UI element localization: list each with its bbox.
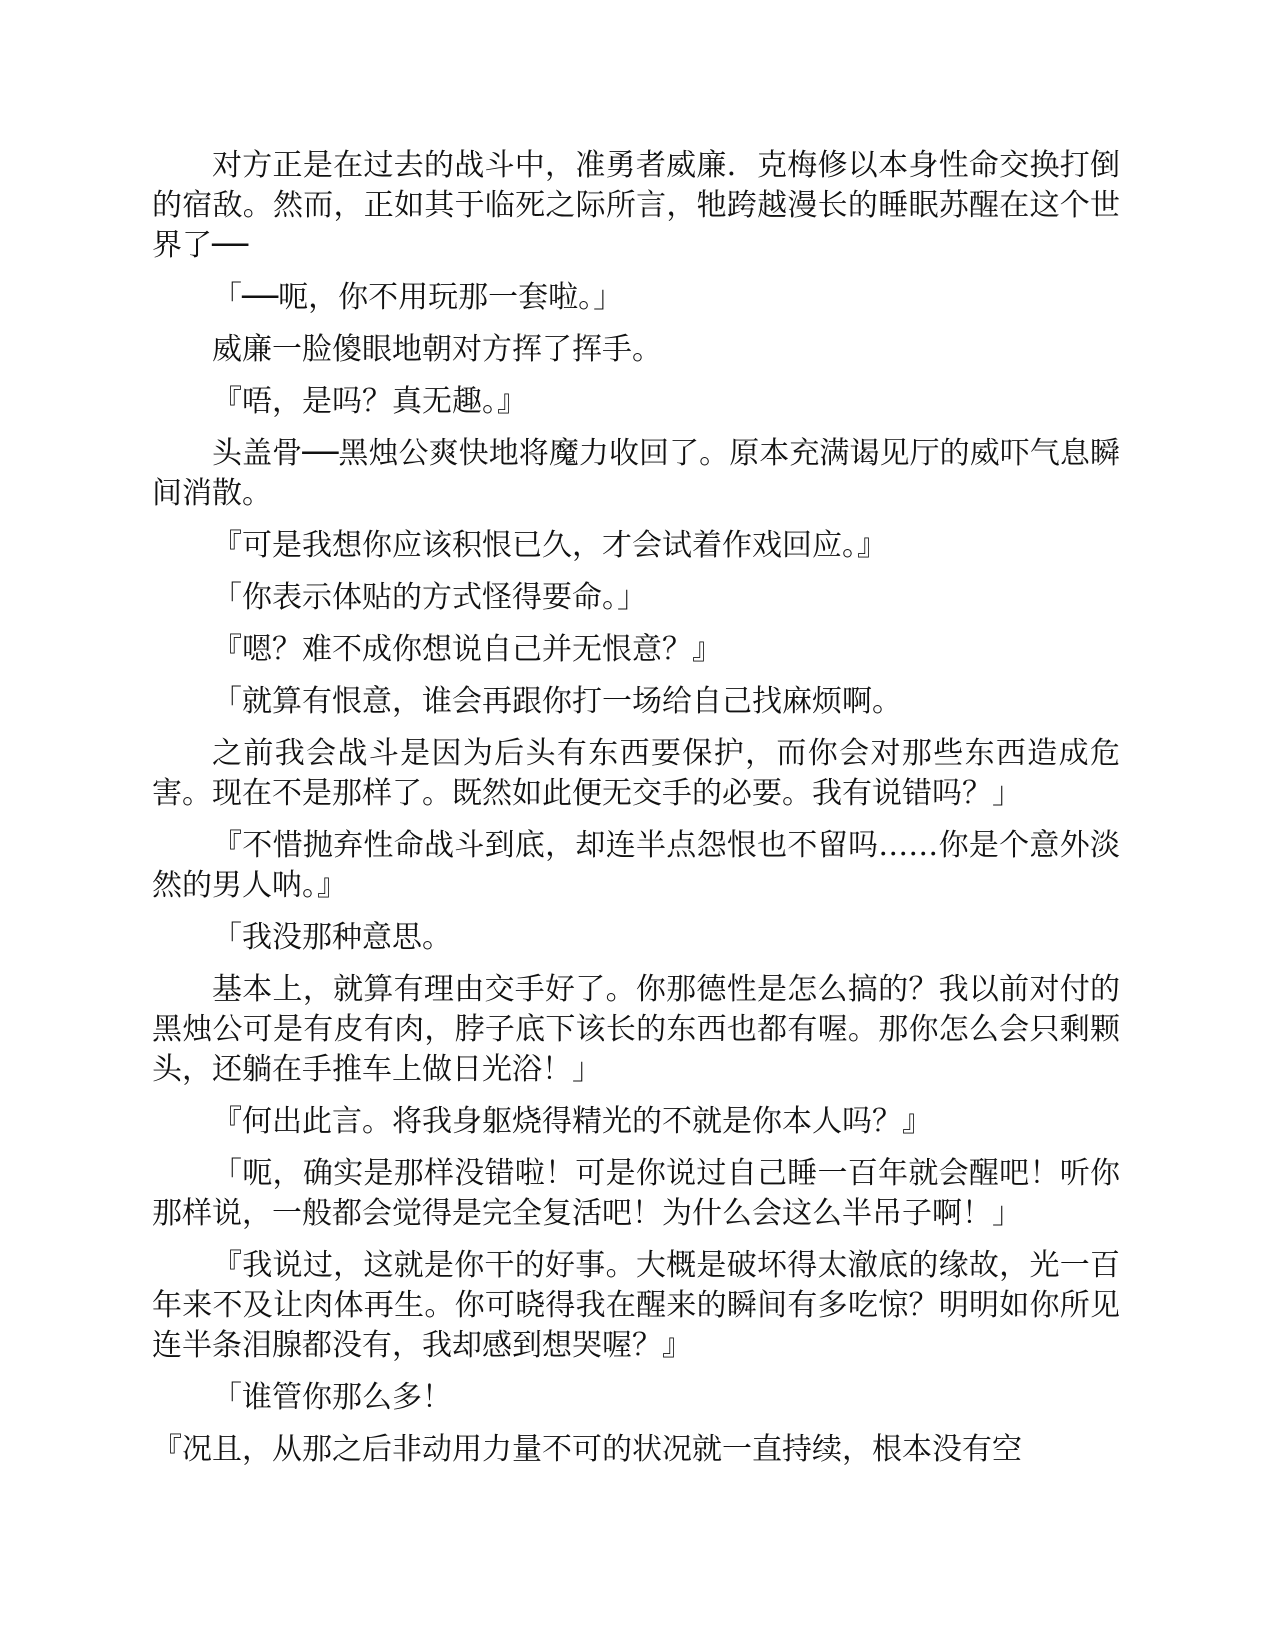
- paragraph-narration-3: 头盖骨──黑烛公爽快地将魔力收回了。原本充满谒见厅的威吓气息瞬间消散。: [152, 436, 1120, 511]
- paragraph-narration-1: 对方正是在过去的战斗中，准勇者威廉．克梅修以本身性命交换打倒的宿敌。然而，正如其于临死之际所言，牠跨越漫长的睡眠苏醒在这个世界了──: [152, 148, 1120, 263]
- paragraph-narration-2: 威廉一脸傻眼地朝对方挥了挥手。: [212, 332, 662, 367]
- paragraph-dialogue-8: 『不惜抛弃性命战斗到底，却连半点怨恨也不留吗……你是个意外淡然的男人呐。』: [152, 828, 1120, 903]
- paragraph-dialogue-14: 「谁管你那么多！: [212, 1380, 452, 1415]
- paragraph-dialogue-13: 『我说过，这就是你干的好事。大概是破坏得太澈底的缘故，光一百年来不及让肉体再生。你可晓得我在醒来的瞬间有多吃惊？明明如你所见连半条泪腺都没有，我却感到想哭喔？』: [152, 1248, 1120, 1363]
- paragraph-dialogue-3: 『可是我想你应该积恨已久，才会试着作戏回应。』: [212, 528, 887, 563]
- paragraph-dialogue-11: 『何出此言。将我身躯烧得精光的不就是你本人吗？』: [212, 1104, 932, 1139]
- paragraph-dialogue-1: 「──呃，你不用玩那一套啦。」: [212, 280, 624, 315]
- paragraph-dialogue-9: 「我没那种意思。: [212, 920, 452, 955]
- paragraph-dialogue-4: 「你表示体贴的方式怪得要命。」: [212, 580, 647, 615]
- paragraph-dialogue-10: 基本上，就算有理由交手好了。你那德性是怎么搞的？我以前对付的黑烛公可是有皮有肉，脖子底下该长的东西也都有喔。那你怎么会只剩颗头，还躺在手推车上做日光浴！」: [152, 972, 1120, 1087]
- paragraph-dialogue-6: 「就算有恨意，谁会再跟你打一场给自己找麻烦啊。: [212, 684, 902, 719]
- paragraph-dialogue-7: 之前我会战斗是因为后头有东西要保护，而你会对那些东西造成危害。现在不是那样了。既然如此便无交手的必要。我有说错吗？」: [152, 736, 1120, 811]
- document-page: [152, 146, 1120, 1482]
- paragraph-dialogue-5: 『嗯？难不成你想说自己并无恨意？』: [212, 632, 722, 667]
- paragraph-dialogue-15: 『况且，从那之后非动用力量不可的状况就一直持续，根本没有空: [152, 1432, 1022, 1467]
- paragraph-dialogue-2: 『唔，是吗？真无趣。』: [212, 384, 527, 419]
- paragraph-dialogue-12: 「呃，确实是那样没错啦！可是你说过自己睡一百年就会醒吧！听你那样说，一般都会觉得是完全复活吧！为什么会这么半吊子啊！」: [152, 1156, 1120, 1231]
